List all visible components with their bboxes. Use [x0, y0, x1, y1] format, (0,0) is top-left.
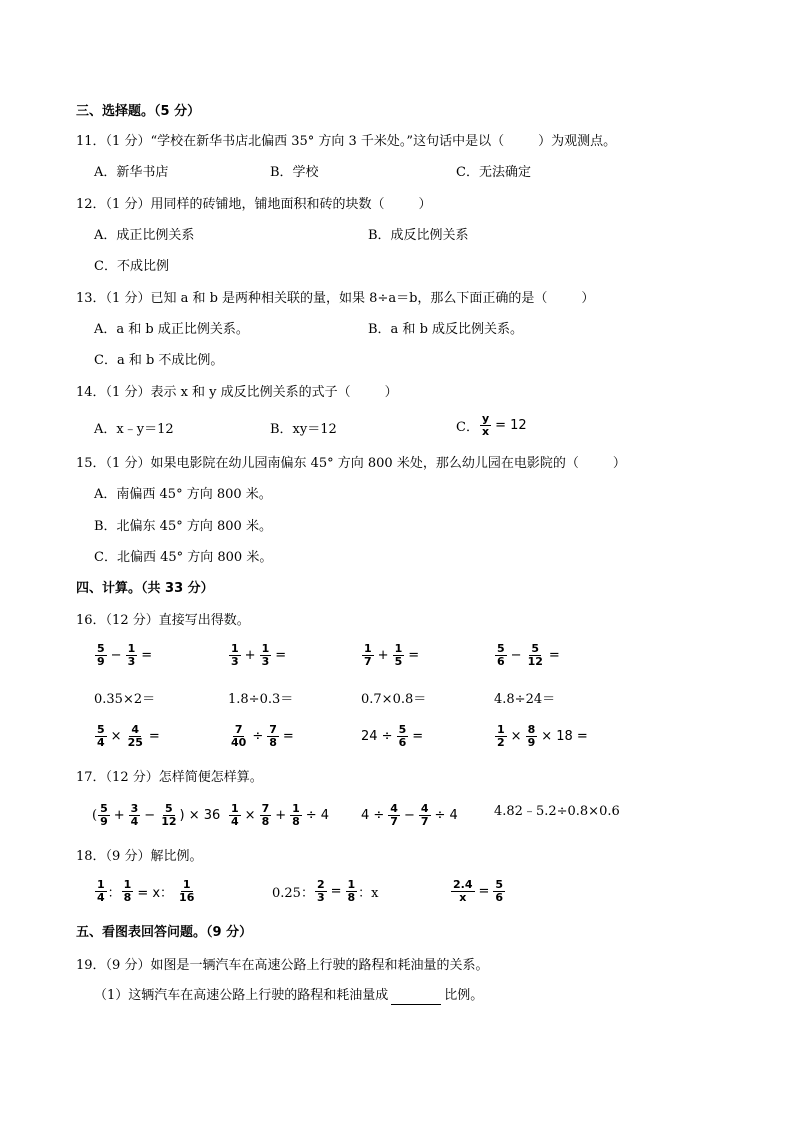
numerator: 1: [231, 802, 239, 815]
fraction: [526, 724, 538, 749]
denominator: 7: [364, 655, 372, 668]
q16-expr-3: [361, 643, 422, 668]
q14-option-b: B．xy＝12: [270, 422, 337, 437]
numerator: 7: [234, 723, 243, 736]
denominator: 3: [231, 655, 239, 668]
fraction: [229, 724, 248, 749]
prefix: 24 ÷: [361, 729, 393, 744]
q18-expr-2: [272, 879, 379, 904]
question-12-text: 12．（1 分）用同样的砖铺地，铺地面积和砖的块数（: [76, 197, 385, 212]
q16-expr-7: 0.7×0.8＝: [361, 692, 427, 707]
fraction: [526, 643, 545, 668]
question-15-tail: ）: [612, 456, 626, 471]
q16-expr-9: [94, 724, 163, 749]
q17-expr-1: [92, 803, 223, 828]
numerator: 1: [231, 642, 239, 655]
denominator: 9: [97, 655, 105, 668]
question-11-tail: ）为观测点。: [538, 134, 617, 149]
q13-option-b: B．a 和 b 成反比例关系。: [368, 322, 524, 337]
denominator: 9: [100, 815, 108, 828]
prefix: 4 ÷: [361, 808, 385, 823]
denominator: 8: [269, 736, 277, 749]
q15-option-c: C．北偏西 45° 方向 800 米。: [94, 550, 273, 565]
q12-option-b: B．成反比例关系: [368, 228, 469, 243]
fraction: [260, 643, 272, 668]
fraction: [315, 879, 327, 904]
denominator: 3: [316, 891, 325, 904]
question-16: 16．（12 分）直接写出得数。: [76, 613, 250, 628]
numerator: 4: [131, 723, 140, 736]
fraction: [419, 803, 431, 828]
question-13-tail: ）: [581, 291, 595, 306]
fraction: [95, 724, 107, 749]
denominator: 8: [347, 891, 356, 904]
suffix: ÷ 4: [305, 808, 330, 823]
operator: −: [403, 808, 415, 823]
numerator: 7: [261, 802, 270, 815]
equals: =: [548, 648, 560, 663]
q14-option-a: A．x﹣y＝12: [94, 422, 174, 437]
denominator: 4: [97, 736, 105, 749]
fraction: [260, 803, 272, 828]
fraction: [393, 643, 405, 668]
section-3-title: 三、选择题。（5 分）: [76, 104, 201, 119]
numerator: 4: [390, 802, 398, 815]
numerator: 1: [347, 878, 356, 891]
q16-expr-6: 1.8÷0.3＝: [228, 692, 294, 707]
denominator: 6: [497, 655, 505, 668]
operator: −: [510, 648, 522, 663]
fraction: [493, 879, 505, 904]
option-label: C．: [456, 420, 479, 435]
fraction: [362, 643, 374, 668]
colon: ：: [107, 886, 121, 901]
open-paren: (: [92, 808, 98, 823]
fraction: [229, 643, 241, 668]
fraction: [126, 724, 145, 749]
question-12: [76, 196, 431, 214]
q17-expr-3: [361, 803, 461, 828]
fraction: [495, 724, 507, 749]
numerator: 5: [398, 723, 407, 736]
operator: +: [377, 648, 389, 663]
operator: ×: [110, 729, 122, 744]
denominator: 7: [390, 815, 398, 828]
fraction: [451, 879, 475, 904]
q16-expr-4: [494, 643, 563, 668]
operator: ×: [244, 808, 256, 823]
denominator: 6: [398, 736, 407, 749]
q16-expr-5: 0.35×2＝: [94, 692, 156, 707]
fraction: [267, 724, 279, 749]
denominator: 6: [495, 891, 504, 904]
q16-expr-8: 4.8÷24＝: [494, 692, 556, 707]
numerator: 5: [165, 802, 173, 815]
q16-expr-12: [494, 724, 591, 749]
denominator: 8: [123, 891, 132, 904]
numerator: 2.4: [453, 878, 473, 891]
question-15-text: 15．（1 分）如果电影院在幼儿园南偏东 45° 方向 800 米处，那么幼儿园在电影院的（: [76, 456, 579, 471]
numerator: 4: [420, 802, 429, 815]
numerator: 7: [269, 723, 277, 736]
answer-blank[interactable]: [391, 991, 441, 1005]
numerator: 5: [531, 642, 540, 655]
equals: =: [282, 729, 294, 744]
fraction: [98, 803, 110, 828]
fraction: [229, 803, 241, 828]
equals: =: [412, 729, 424, 744]
operator: ÷: [252, 729, 264, 744]
numerator: 5: [97, 642, 105, 655]
sub-1-tail: 比例。: [444, 988, 484, 1003]
numerator: 2: [316, 878, 325, 891]
numerator: 1: [97, 878, 105, 891]
denominator: 4: [231, 815, 239, 828]
equals: =: [408, 648, 420, 663]
question-14-text: 14．（1 分）表示 x 和 y 成反比例关系的式子（: [76, 385, 351, 400]
operator: ×: [510, 729, 522, 744]
fraction: [346, 879, 358, 904]
question-11: [76, 133, 616, 151]
question-14-tail: ）: [384, 385, 398, 400]
equals: =: [275, 648, 287, 663]
numerator: 1: [123, 878, 132, 891]
q12-option-a: A．成正比例关系: [94, 228, 195, 243]
question-15: [76, 455, 626, 473]
denominator: 3: [127, 655, 136, 668]
q18-expr-3: [450, 879, 506, 904]
operator: +: [244, 648, 256, 663]
numerator: y: [481, 412, 490, 425]
numerator: 5: [495, 878, 504, 891]
rhs: = 12: [495, 418, 527, 433]
fraction: [290, 803, 302, 828]
denominator: 4: [97, 891, 105, 904]
suffix: ) × 36: [179, 808, 221, 823]
question-17: 17．（12 分）怎样简便怎样算。: [76, 770, 263, 785]
equals: =: [141, 648, 153, 663]
denominator: 12: [161, 815, 177, 828]
q16-expr-2: [228, 643, 289, 668]
q11-option-b: B．学校: [270, 165, 319, 180]
q11-option-a: A．新华书店: [94, 165, 169, 180]
q16-expr-11: [361, 724, 426, 749]
q11-option-c: C．无法确定: [456, 165, 531, 180]
numerator: 1: [261, 642, 270, 655]
section-4-title: 四、计算。（共 33 分）: [76, 581, 214, 596]
denominator: 12: [527, 655, 543, 668]
question-11-text: 11．（1 分）“学校在新华书店北偏西 35° 方向 3 千米处。”这句话中是以（: [76, 134, 505, 149]
fraction: [177, 879, 196, 904]
q16-expr-10: [228, 724, 297, 749]
denominator: x: [459, 891, 467, 904]
q13-option-c: C．a 和 b 不成比例。: [94, 353, 224, 368]
q17-expr-2: [228, 803, 332, 828]
fraction: [397, 724, 409, 749]
numerator: 1: [292, 802, 300, 815]
numerator: 5: [97, 723, 105, 736]
denominator: 3: [261, 655, 270, 668]
denominator: 4: [130, 815, 139, 828]
numerator: 1: [364, 642, 372, 655]
operator: −: [110, 648, 122, 663]
denominator: x: [481, 425, 490, 438]
fraction: [126, 643, 138, 668]
denominator: 8: [292, 815, 300, 828]
suffix: ：x: [358, 886, 379, 901]
question-19-sub-1: [94, 987, 483, 1005]
q17-expr-4: 4.82﹣5.2÷0.8×0.6: [494, 804, 620, 819]
suffix: ÷ 4: [434, 808, 458, 823]
q13-option-a: A．a 和 b 成正比例关系。: [94, 322, 249, 337]
q15-option-b: B．北偏东 45° 方向 800 米。: [94, 519, 272, 534]
operator: +: [113, 808, 125, 823]
q15-option-a: A．南偏西 45° 方向 800 米。: [94, 487, 272, 502]
operator: −: [144, 808, 156, 823]
suffix: × 18 =: [541, 729, 588, 744]
q14-option-c: [456, 413, 530, 438]
question-13-text: 13．（1 分）已知 a 和 b 是两种相关联的量，如果 8÷a＝b，那么下面正确的是（: [76, 291, 548, 306]
fraction: [95, 643, 107, 668]
fraction: [495, 643, 507, 668]
q16-expr-1: [94, 643, 155, 668]
fraction: [122, 879, 134, 904]
numerator: 1: [497, 723, 505, 736]
denominator: 16: [179, 891, 195, 904]
fraction: [388, 803, 400, 828]
middle: = x：: [137, 886, 174, 901]
equals: =: [148, 729, 160, 744]
question-13: [76, 290, 594, 308]
prefix: 0.25：: [272, 886, 314, 901]
section-5-title: 五、看图表回答问题。（9 分）: [76, 925, 253, 940]
q12-option-c: C．不成比例: [94, 259, 169, 274]
sub-1-text: （1）这辆汽车在高速公路上行驶的路程和耗油量成: [94, 988, 389, 1003]
numerator: 1: [127, 642, 136, 655]
q18-expr-1: [94, 879, 197, 904]
denominator: 7: [420, 815, 429, 828]
fraction: [159, 803, 178, 828]
denominator: 9: [527, 736, 536, 749]
numerator: 5: [100, 802, 108, 815]
question-19: 19．（9 分）如图是一辆汽车在高速公路上行驶的路程和耗油量的关系。: [76, 958, 489, 973]
numerator: 1: [182, 878, 191, 891]
denominator: 2: [497, 736, 505, 749]
denominator: 8: [261, 815, 270, 828]
question-14: [76, 384, 398, 402]
equals: =: [478, 884, 490, 899]
denominator: 40: [231, 736, 247, 749]
numerator: 8: [527, 723, 536, 736]
numerator: 1: [394, 642, 403, 655]
fraction: [129, 803, 141, 828]
numerator: 5: [497, 642, 505, 655]
question-12-tail: ）: [418, 197, 432, 212]
operator: +: [275, 808, 287, 823]
question-18: 18．（9 分）解比例。: [76, 849, 203, 864]
fraction: [480, 413, 491, 438]
equals: =: [330, 884, 342, 899]
denominator: 5: [394, 655, 403, 668]
numerator: 3: [130, 802, 139, 815]
fraction: [95, 879, 107, 904]
denominator: 25: [127, 736, 143, 749]
